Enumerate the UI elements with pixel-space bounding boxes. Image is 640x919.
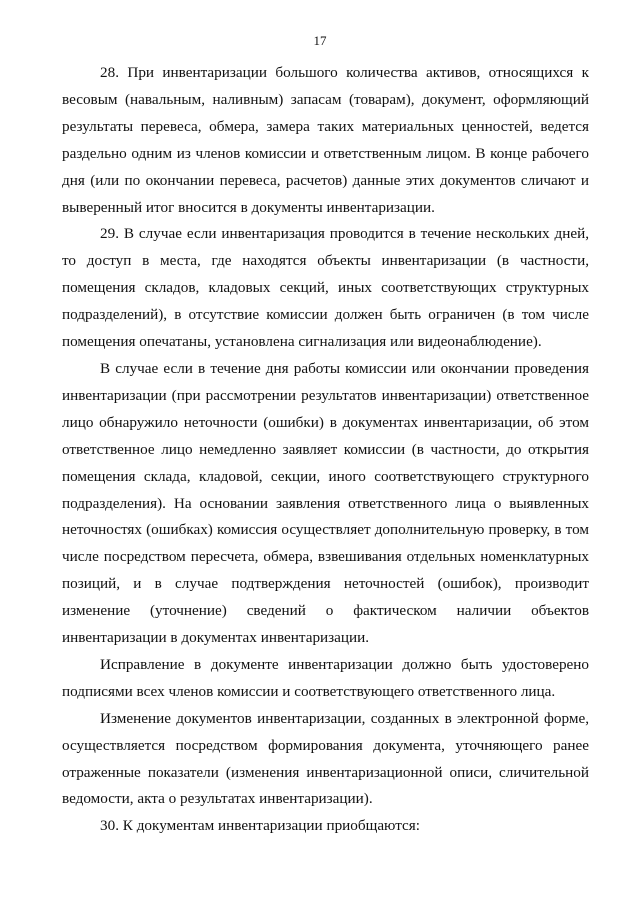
paragraph-item-29: 29. В случае если инвентаризация проводится в течение нескольких дней, то доступ в места, где находятся объекты инвентаризации (в частности, помещения складов, кладовых секций, иных соответствующих структурных подразделений), в отсутствие комиссии должен быть ограничен (в том числе помещения опечатаны, установлена сигнализация или видеонаблюдение). <box>62 225 589 351</box>
paragraph-electronic-documents: Изменение документов инвентаризации, созданных в электронной форме, осуществляется посредством формирования документа, уточняющего ранее отраженные показатели (изменения инвентаризационной описи, сличительной ведомости, акта о результатах инвентаризации). <box>62 709 589 808</box>
page-number: 17 <box>313 33 327 48</box>
paragraph-item-28: 28. При инвентаризации большого количества активов, относящихся к весовым (навальным, наливным) запасам (товарам), документ, оформляющий результаты перевеса, обмера, замера таких материальных ценностей, ведется раздельно одним из членов комиссии и ответственным лицом. В конце рабочего дня (или по окончании перевеса, расчетов) данные этих документов сличают и выверенный итог вносится в документы инвентаризации. <box>62 64 589 216</box>
document-body <box>62 60 589 840</box>
paragraph-responsible-person-errors: В случае если в течение дня работы комиссии или окончании проведения инвентаризации (при рассмотрении результатов инвентаризации) ответственное лицо обнаружило неточности (ошибки) в документах инвентаризации, об этом ответственное лицо немедленно заявляет комиссии (в частности, до открытия помещения склада, кладовой, секции, иного соответствующего структурного подразделения). На основании заявления ответственного лица о выявленных неточностях (ошибках) комиссия осуществляет дополнительную проверку, в том числе посредством пересчета, обмера, взвешивания отдельных номенклатурных позиций, и в случае подтверждения неточностей (ошибок), производит изменение (уточнение) сведений о фактическом наличии объектов инвентаризации в документах инвентаризации. <box>62 359 589 647</box>
paragraph-correction-signatures: Исправление в документе инвентаризации должно быть удостоверено подписями всех членов комиссии и соответствующего ответственного лица. <box>62 655 589 700</box>
paragraph-item-30: 30. К документам инвентаризации приобщаются: <box>100 817 420 835</box>
